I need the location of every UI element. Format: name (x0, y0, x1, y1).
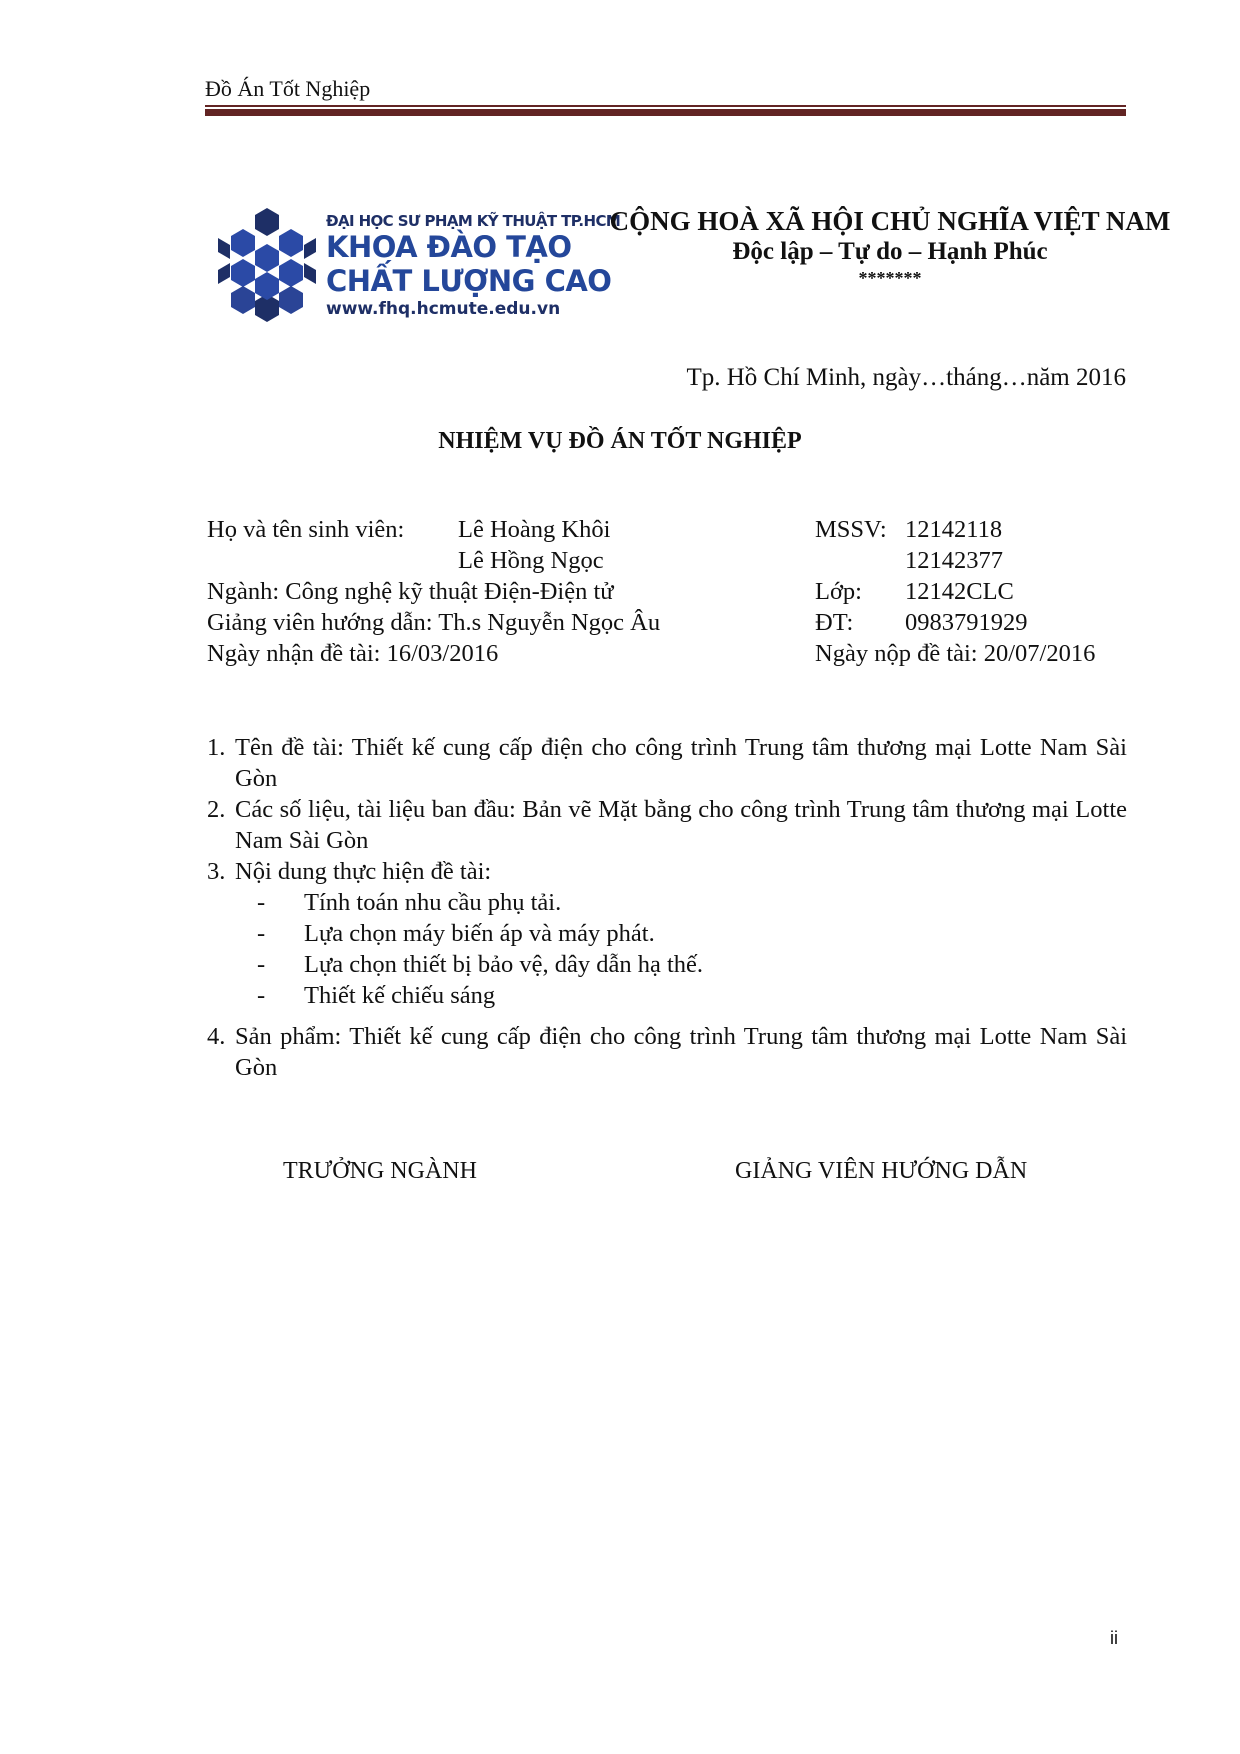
nation-stars: ******* (858, 268, 922, 288)
list-spacer (207, 1011, 1127, 1021)
header-rule-thin (205, 105, 1126, 107)
national-heading (600, 205, 1180, 289)
task-number: 1. (207, 734, 226, 761)
mssv-value-2: 12142377 (905, 547, 1003, 574)
task-text: Nội dung thực hiện đề tài: (235, 858, 492, 885)
task-text: Sản phẩm: Thiết kế cung cấp điện cho công trình Trung tâm thương mại Lotte Nam Sài Gòn (235, 1023, 1127, 1081)
hexagon-cluster-logo-icon (216, 208, 318, 322)
running-header-title: Đồ Án Tốt Nghiệp (205, 76, 371, 101)
class-value: 12142CLC (905, 578, 1014, 605)
dash-bullet: - (257, 920, 266, 947)
dash-bullet: - (257, 951, 266, 978)
task-number: 4. (207, 1023, 226, 1050)
logo-website: www.fhq.hcmute.edu.vn (326, 299, 561, 319)
sub-task-text: Lựa chọn thiết bị bảo vệ, dây dẫn hạ thế. (304, 951, 704, 978)
mssv-label: MSSV: (815, 516, 887, 543)
header-rule-thick (205, 109, 1126, 116)
sub-task-item (207, 980, 1127, 1011)
task-text: Các số liệu, tài liệu ban đầu: Bản vẽ Mặt bằng cho công trình Trung tâm thương mại Lotte Nam Sài Gòn (235, 796, 1127, 854)
major-line: Ngành: Công nghệ kỹ thuật Điện-Điện tử (207, 578, 614, 605)
task-number: 2. (207, 796, 226, 823)
class-label: Lớp: (815, 578, 862, 605)
logo-faculty-line2: CHẤT LƯỢNG CAO (326, 264, 612, 298)
task-text: Tên đề tài: Thiết kế cung cấp điện cho công trình Trung tâm thương mại Lotte Nam Sài Gòn (235, 734, 1127, 792)
sub-task-item (207, 918, 1127, 949)
logo-faculty-line1: KHOA ĐÀO TẠO (326, 230, 572, 264)
nation-name: CỘNG HOÀ XÃ HỘI CHỦ NGHĨA VIỆT NAM (609, 206, 1171, 236)
task-number: 3. (207, 858, 226, 885)
student-name-1: Lê Hoàng Khôi (458, 516, 611, 543)
sub-task-text: Lựa chọn máy biến áp và máy phát. (304, 920, 655, 947)
sub-task-text: Thiết kế chiếu sáng (304, 982, 496, 1009)
sub-task-item (207, 949, 1127, 980)
page-title: NHIỆM VỤ ĐỒ ÁN TỐT NGHIỆP (438, 428, 802, 454)
signature-head-of-department: TRƯỞNG NGÀNH (283, 1158, 477, 1184)
nation-motto: Độc lập – Tự do – Hạnh Phúc (732, 238, 1048, 265)
sub-task-text: Tính toán nhu cầu phụ tải. (304, 889, 562, 916)
student-label: Họ và tên sinh viên: (207, 516, 405, 543)
dash-bullet: - (257, 889, 266, 916)
sub-task-item (207, 887, 1127, 918)
task-item (207, 1021, 1127, 1083)
faculty-logo-text (326, 212, 620, 320)
phone-label: ĐT: (815, 609, 854, 636)
phone-value: 0983791929 (905, 609, 1028, 636)
task-item (207, 794, 1127, 856)
place-date-line: Tp. Hồ Chí Minh, ngày…tháng…năm 2016 (686, 364, 1126, 391)
signature-advisor: GIẢNG VIÊN HƯỚNG DẪN (735, 1158, 1028, 1184)
task-list (207, 732, 1127, 1083)
submit-date-line: Ngày nộp đề tài: 20/07/2016 (815, 640, 1096, 667)
student-name-2: Lê Hồng Ngọc (458, 547, 604, 574)
logo-university-name: ĐẠI HỌC SƯ PHẠM KỸ THUẬT TP.HCM (326, 212, 621, 230)
advisor-line: Giảng viên hướng dẫn: Th.s Nguyễn Ngọc Âu (207, 609, 661, 636)
mssv-value-1: 12142118 (905, 516, 1003, 543)
received-date-line: Ngày nhận đề tài: 16/03/2016 (207, 640, 499, 667)
dash-bullet: - (257, 982, 266, 1009)
page-number: ii (1110, 1628, 1118, 1648)
task-item (207, 732, 1127, 794)
task-item (207, 856, 1127, 887)
